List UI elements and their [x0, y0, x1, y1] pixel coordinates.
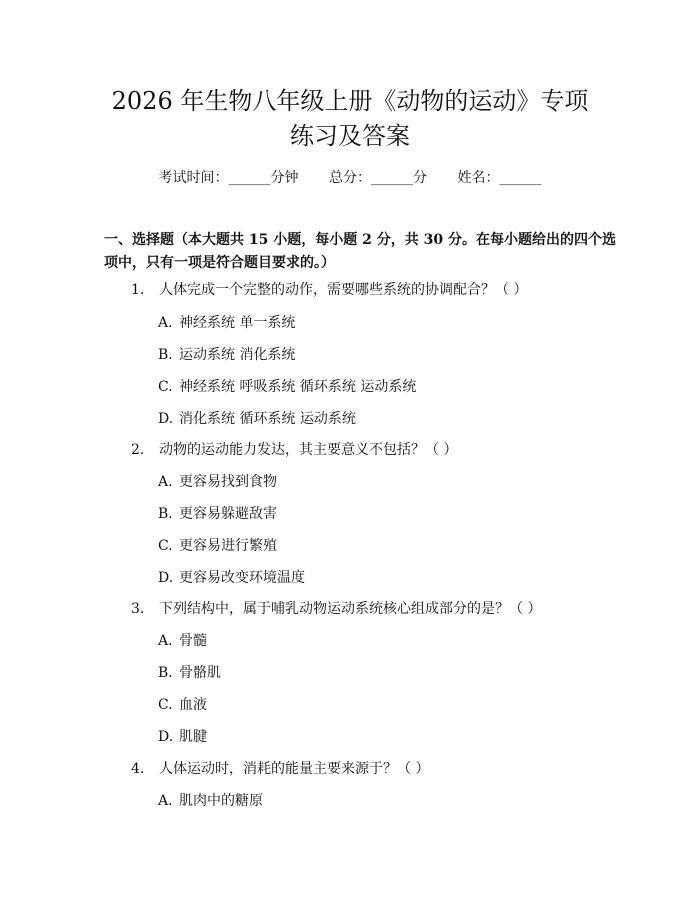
- option-text: 骨骼肌: [179, 665, 221, 681]
- question-number: 1.: [131, 282, 145, 298]
- option-text: 神经系统 呼吸系统 循环系统 运动系统: [179, 379, 417, 395]
- option: [158, 536, 277, 556]
- option-text: 血液: [179, 697, 207, 713]
- option-text: 更容易找到食物: [179, 474, 277, 490]
- option-letter: A.: [158, 633, 173, 649]
- exam-score: 总分：______分: [329, 170, 427, 186]
- option-text: 消化系统 循环系统 运动系统: [179, 411, 356, 427]
- option: [158, 663, 221, 683]
- option-text: 肌腱: [179, 729, 207, 745]
- option-text: 神经系统 单一系统: [179, 315, 296, 331]
- section-heading-line-2: 项中，只有一项是符合题目要求的。）: [104, 255, 335, 271]
- option-text: 更容易进行繁殖: [179, 538, 277, 554]
- question-text: 动物的运动能力发达，其主要意义不包括？（ ）: [159, 442, 458, 458]
- option: [158, 727, 207, 747]
- option-letter: C.: [158, 538, 173, 554]
- option-text: 骨髓: [179, 633, 207, 649]
- question: [131, 759, 429, 779]
- option: [158, 345, 295, 365]
- section-heading-line-1: 一、选择题（本大题共 15 小题，每小题 2 分，共 30 分。在每小题给出的四个选: [104, 232, 616, 248]
- option-text: 运动系统 消化系统: [179, 347, 296, 363]
- option: [158, 313, 295, 333]
- option-letter: A.: [158, 315, 173, 331]
- question-number: 3.: [131, 601, 145, 617]
- exam-time: 考试时间：______分钟: [158, 170, 299, 186]
- question-number: 4.: [131, 761, 145, 777]
- option-text: 更容易躲避敌害: [179, 506, 277, 522]
- exam-info: [0, 168, 700, 188]
- option: [158, 695, 207, 715]
- document-title-line-2: 练习及答案: [290, 122, 410, 150]
- option: [158, 568, 305, 588]
- option-letter: D.: [158, 570, 174, 586]
- question: [131, 599, 541, 619]
- document-title-line-1: 2026 年生物八年级上册《动物的运动》专项: [111, 87, 589, 115]
- option-letter: B.: [158, 347, 173, 363]
- option-letter: A.: [158, 793, 173, 809]
- option-text: 肌肉中的糖原: [179, 793, 263, 809]
- question: [131, 440, 457, 460]
- option-letter: B.: [158, 665, 173, 681]
- option: [158, 504, 277, 524]
- question-number: 2.: [131, 442, 145, 458]
- exam-name: 姓名：______: [457, 170, 542, 186]
- question: [131, 280, 527, 300]
- option-letter: A.: [158, 474, 173, 490]
- option: [158, 472, 277, 492]
- option: [158, 409, 356, 429]
- option-letter: D.: [158, 729, 174, 745]
- option-text: 更容易改变环境温度: [179, 570, 305, 586]
- option: [158, 791, 263, 811]
- option: [158, 377, 416, 397]
- question-text: 下列结构中，属于哺乳动物运动系统核心组成部分的是？（ ）: [159, 601, 542, 617]
- question-text: 人体完成一个完整的动作，需要哪些系统的协调配合？（ ）: [159, 282, 528, 298]
- option-letter: C.: [158, 697, 173, 713]
- option-letter: C.: [158, 379, 173, 395]
- question-text: 人体运动时，消耗的能量主要来源于？（ ）: [159, 761, 430, 777]
- option-letter: B.: [158, 506, 173, 522]
- option-letter: D.: [158, 411, 174, 427]
- option: [158, 631, 207, 651]
